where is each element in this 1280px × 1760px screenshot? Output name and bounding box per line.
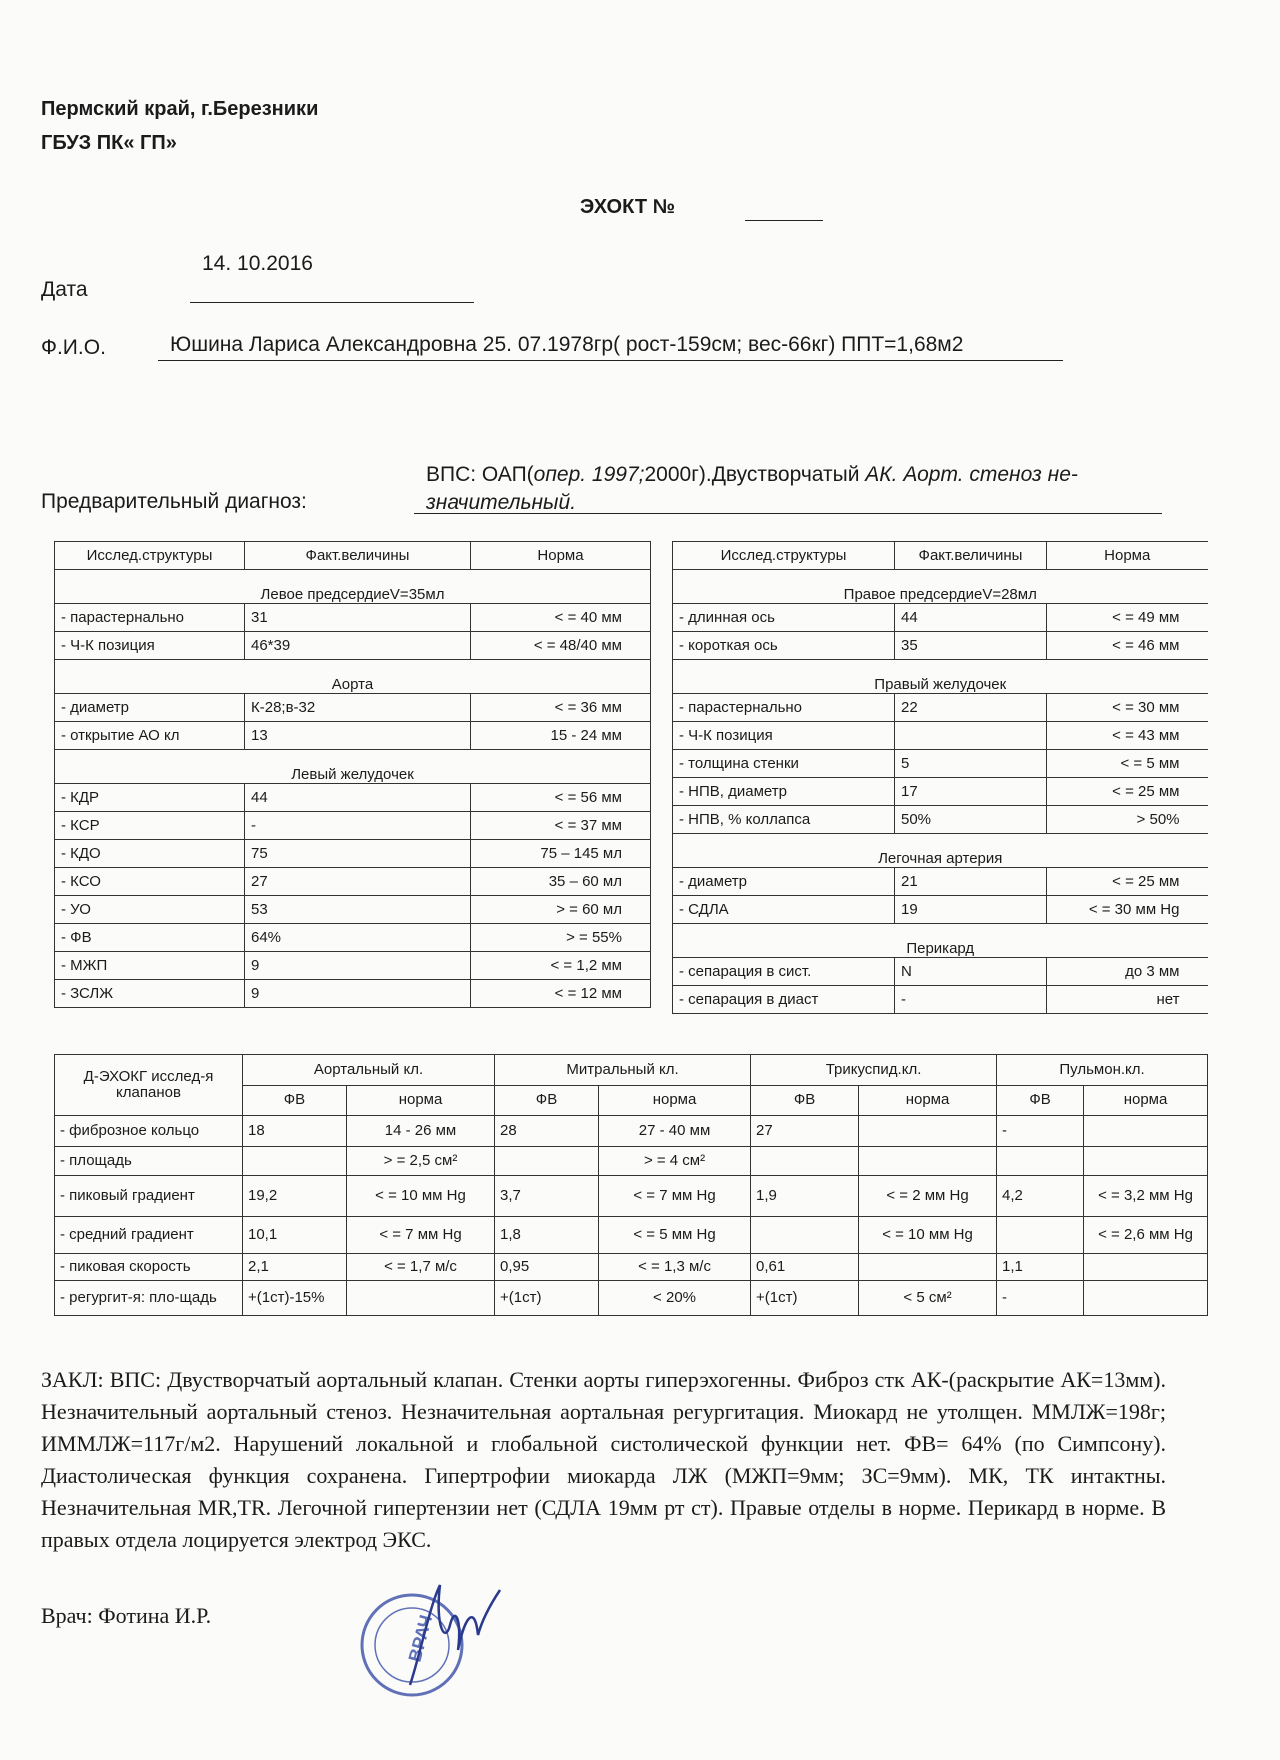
structure-name: - Ч-К позиция: [673, 722, 895, 750]
structure-name: - НПВ, диаметр: [673, 778, 895, 806]
norm-value: > 50%: [1047, 806, 1208, 834]
valve-norm-value: [859, 1254, 997, 1281]
measured-value: 46*39: [245, 632, 471, 660]
valve-fv-value: -: [997, 1281, 1084, 1316]
section-row: [55, 570, 651, 604]
valve-norm-value: < = 10 мм Hg: [859, 1217, 997, 1254]
section-title: Перикард: [673, 924, 1208, 958]
measured-value: 53: [245, 896, 471, 924]
table-row: [673, 896, 1208, 924]
norm-value: > = 60 мл: [471, 896, 651, 924]
valve-fv-value: 1,8: [495, 1217, 599, 1254]
measured-value: N: [895, 958, 1047, 986]
valve-fv-value: 1,9: [751, 1176, 859, 1217]
structure-name: - СДЛА: [673, 896, 895, 924]
measured-value: -: [895, 986, 1047, 1014]
table-row: [673, 986, 1208, 1014]
norm-value: нет: [1047, 986, 1208, 1014]
measured-value: [895, 722, 1047, 750]
norm-value: < = 43 мм: [1047, 722, 1208, 750]
valve-fv-value: [997, 1217, 1084, 1254]
valve-fv-value: 0,61: [751, 1254, 859, 1281]
section-row: [55, 750, 651, 784]
valve-group-header: Митральный кл.: [495, 1055, 751, 1086]
norm-value: < = 25 мм: [1047, 868, 1208, 896]
table-row: [673, 750, 1208, 778]
column-header: Норма: [471, 542, 651, 570]
valve-norm-value: > = 4 см²: [599, 1147, 751, 1176]
valve-fv-value: +(1ст): [751, 1281, 859, 1316]
valve-fv-value: +(1ст)-15%: [243, 1281, 347, 1316]
valve-norm-value: [1084, 1147, 1208, 1176]
table-row: [55, 896, 651, 924]
valve-norm-value: < 20%: [599, 1281, 751, 1316]
measured-value: 9: [245, 980, 471, 1008]
table-row: [55, 604, 651, 632]
valve-fv-value: [495, 1147, 599, 1176]
norm-value: < = 5 мм: [1047, 750, 1208, 778]
sub-header-norm: норма: [599, 1085, 751, 1116]
diagnosis-part-2: опер. 1997;: [533, 463, 645, 486]
table-row: [55, 1217, 1208, 1254]
valve-norm-value: < = 3,2 мм Hg: [1084, 1176, 1208, 1217]
structure-name: - МЖП: [55, 952, 245, 980]
table-row: [673, 694, 1208, 722]
measured-value: К-28;в-32: [245, 694, 471, 722]
measured-value: 5: [895, 750, 1047, 778]
section-title: Правое предсердиеV=28мл: [673, 570, 1208, 604]
norm-value: 75 – 145 мл: [471, 840, 651, 868]
table-row: [55, 868, 651, 896]
table-row: [55, 952, 651, 980]
region-header: Пермский край, г.Березники: [41, 98, 319, 120]
norm-value: 35 – 60 мл: [471, 868, 651, 896]
structure-name: - КСР: [55, 812, 245, 840]
structure-name: - КДР: [55, 784, 245, 812]
table-row: [55, 1116, 1208, 1147]
structure-name: - диаметр: [673, 868, 895, 896]
measured-value: 21: [895, 868, 1047, 896]
valve-group-header: Пульмон.кл.: [997, 1055, 1208, 1086]
valve-fv-value: 3,7: [495, 1176, 599, 1217]
title-number-line: [745, 220, 823, 221]
valve-norm-value: [859, 1116, 997, 1147]
table-row: [673, 958, 1208, 986]
measured-value: 22: [895, 694, 1047, 722]
structure-name: - КСО: [55, 868, 245, 896]
valve-fv-value: 2,1: [243, 1254, 347, 1281]
table-row: [55, 784, 651, 812]
norm-value: < = 40 мм: [471, 604, 651, 632]
valve-fv-value: 19,2: [243, 1176, 347, 1217]
norm-value: < = 46 мм: [1047, 632, 1208, 660]
table-header-row: [673, 542, 1208, 570]
structure-name: - Ч-К позиция: [55, 632, 245, 660]
valve-norm-value: < = 2,6 мм Hg: [1084, 1217, 1208, 1254]
right-structures-table: [672, 541, 1208, 1014]
norm-value: < = 56 мм: [471, 784, 651, 812]
parameter-name: - фиброзное кольцо: [55, 1116, 243, 1147]
doctor-signature-line: Врач: Фотина И.Р.: [41, 1603, 212, 1628]
valve-fv-value: 28: [495, 1116, 599, 1147]
sub-header-fv: ФВ: [997, 1085, 1084, 1116]
valve-norm-value: [1084, 1116, 1208, 1147]
table-row: [673, 632, 1208, 660]
measured-value: 64%: [245, 924, 471, 952]
section-title: Легочная артерия: [673, 834, 1208, 868]
valve-norm-value: 27 - 40 мм: [599, 1116, 751, 1147]
valve-norm-value: 14 - 26 мм: [347, 1116, 495, 1147]
sub-header-fv: ФВ: [751, 1085, 859, 1116]
section-row: [673, 570, 1208, 604]
measured-value: 27: [245, 868, 471, 896]
date-label: Дата: [41, 278, 88, 301]
valve-norm-value: < = 7 мм Hg: [347, 1217, 495, 1254]
fio-underline: [158, 360, 1063, 361]
valve-norm-value: < = 10 мм Hg: [347, 1176, 495, 1217]
measured-value: 13: [245, 722, 471, 750]
valve-fv-value: 0,95: [495, 1254, 599, 1281]
column-header: Факт.величины: [245, 542, 471, 570]
measured-value: 19: [895, 896, 1047, 924]
table-row: [55, 1147, 1208, 1176]
fio-label: Ф.И.О.: [41, 336, 106, 359]
conclusion-text: ЗАКЛ: ВПС: Двустворчатый аортальный клапан. Стенки аорты гиперэхогенны. Фиброз стк АК-(раскрытие АК=13мм). Незначительный аортальный стеноз. Незначительная аортальная регургитация. Миокард не утолщен. ММЛЖ=198г; ИММЛЖ=117г/м2. Нарушений локальной и глобальной систолической функции нет. ФВ= 64% (по Симпсону). Диастолическая функция сохранена. Гипертрофии миокарда ЛЖ (МЖП=9мм; ЗС=9мм). МК, ТК интактны. Незначительная MR,TR. Легочной гипертензии нет (СДЛА 19мм рт ст). Правые отделы в норме. Перикард в норме. В правых отдела лоцируется электрод ЭКС.: [41, 1367, 1166, 1552]
date-value: 14. 10.2016: [202, 252, 313, 275]
section-title: Правый желудочек: [673, 660, 1208, 694]
norm-value: < = 30 мм: [1047, 694, 1208, 722]
diagnosis-value: [426, 461, 1161, 517]
structure-name: - толщина стенки: [673, 750, 895, 778]
norm-value: 15 - 24 мм: [471, 722, 651, 750]
parameter-name: - регургит-я: пло-щадь: [55, 1281, 243, 1316]
table-row: [55, 694, 651, 722]
norm-value: < = 48/40 мм: [471, 632, 651, 660]
table-row: [673, 778, 1208, 806]
table-row: [673, 806, 1208, 834]
structure-name: - НПВ, % коллапса: [673, 806, 895, 834]
measured-value: 31: [245, 604, 471, 632]
valve-fv-value: 18: [243, 1116, 347, 1147]
structure-name: - УО: [55, 896, 245, 924]
column-header: Факт.величины: [895, 542, 1047, 570]
measured-value: 44: [895, 604, 1047, 632]
norm-value: < = 30 мм Hg: [1047, 896, 1208, 924]
left-structures-table: [54, 541, 651, 1008]
table-header-row: [55, 542, 651, 570]
diagnosis-part-1: ВПС: ОАП(: [426, 463, 534, 486]
table-row: [55, 632, 651, 660]
section-row: [673, 660, 1208, 694]
section-row: [673, 924, 1208, 958]
table-row: [55, 840, 651, 868]
sub-header-norm: норма: [1084, 1085, 1208, 1116]
valve-norm-value: [859, 1147, 997, 1176]
measured-value: 9: [245, 952, 471, 980]
structure-name: - ФВ: [55, 924, 245, 952]
valves-corner-header: Д-ЭХОКГ исслед-я клапанов: [55, 1055, 243, 1116]
valve-fv-value: [751, 1217, 859, 1254]
structure-name: - парастернально: [673, 694, 895, 722]
measured-value: 50%: [895, 806, 1047, 834]
sub-header-norm: норма: [347, 1085, 495, 1116]
column-header: Исслед.структуры: [673, 542, 895, 570]
measured-value: 75: [245, 840, 471, 868]
table-row: [55, 812, 651, 840]
diagnosis-part-3: 2000г).Двустворчатый: [644, 463, 866, 486]
section-title: Аорта: [55, 660, 651, 694]
fio-value: Юшина Лариса Александровна 25. 07.1978гр( рост-159см; вес-66кг) ППТ=1,68м2: [170, 333, 964, 356]
parameter-name: - пиковая скорость: [55, 1254, 243, 1281]
sub-header-fv: ФВ: [243, 1085, 347, 1116]
table-row: [55, 1176, 1208, 1217]
valves-table: [54, 1054, 1208, 1316]
diagnosis-underline: [414, 513, 1162, 514]
structure-name: - короткая ось: [673, 632, 895, 660]
diagnosis-label: Предварительный диагноз:: [41, 490, 307, 513]
valves-group-header-row: [55, 1055, 1208, 1086]
valve-norm-value: < = 5 мм Hg: [599, 1217, 751, 1254]
valve-fv-value: 4,2: [997, 1176, 1084, 1217]
stamp-and-signature: [350, 1565, 510, 1715]
valve-norm-value: [1084, 1281, 1208, 1316]
valve-fv-value: [243, 1147, 347, 1176]
table-row: [55, 980, 651, 1008]
sub-header-norm: норма: [859, 1085, 997, 1116]
valve-norm-value: < = 1,7 м/с: [347, 1254, 495, 1281]
table-row: [55, 722, 651, 750]
sub-header-fv: ФВ: [495, 1085, 599, 1116]
structure-name: - парастернально: [55, 604, 245, 632]
norm-value: < = 49 мм: [1047, 604, 1208, 632]
valve-fv-value: [997, 1147, 1084, 1176]
norm-value: < = 25 мм: [1047, 778, 1208, 806]
parameter-name: - площадь: [55, 1147, 243, 1176]
stamp-label: ВРАЧ: [404, 1612, 437, 1665]
section-title: Левое предсердиеV=35мл: [55, 570, 651, 604]
valve-group-header: Аортальный кл.: [243, 1055, 495, 1086]
section-title: Левый желудочек: [55, 750, 651, 784]
valve-norm-value: [1084, 1254, 1208, 1281]
valve-norm-value: < = 1,3 м/с: [599, 1254, 751, 1281]
column-header: Норма: [1047, 542, 1208, 570]
valve-norm-value: < 5 см²: [859, 1281, 997, 1316]
norm-value: < = 1,2 мм: [471, 952, 651, 980]
measured-value: 44: [245, 784, 471, 812]
structure-name: - длинная ось: [673, 604, 895, 632]
table-row: [55, 924, 651, 952]
norm-value: > = 55%: [471, 924, 651, 952]
document-title: ЭХОКТ №: [580, 196, 675, 218]
structure-name: - ЗСЛЖ: [55, 980, 245, 1008]
structure-name: - диаметр: [55, 694, 245, 722]
valve-fv-value: -: [997, 1116, 1084, 1147]
parameter-name: - пиковый градиент: [55, 1176, 243, 1217]
structure-name: - сепарация в диаст: [673, 986, 895, 1014]
structure-name: - открытие АО кл: [55, 722, 245, 750]
valve-fv-value: 27: [751, 1116, 859, 1147]
measured-value: 17: [895, 778, 1047, 806]
diagnosis-part-4: АК. Аорт. стеноз не-значительный.: [426, 463, 1078, 514]
table-row: [673, 722, 1208, 750]
institution-header: ГБУЗ ПК« ГП»: [41, 132, 177, 154]
norm-value: < = 37 мм: [471, 812, 651, 840]
structure-name: - сепарация в сист.: [673, 958, 895, 986]
column-header: Исслед.структуры: [55, 542, 245, 570]
table-row: [673, 868, 1208, 896]
valve-norm-value: [347, 1281, 495, 1316]
norm-value: < = 12 мм: [471, 980, 651, 1008]
valve-fv-value: +(1ст): [495, 1281, 599, 1316]
measured-value: -: [245, 812, 471, 840]
section-row: [673, 834, 1208, 868]
table-row: [55, 1281, 1208, 1316]
valve-norm-value: < = 2 мм Hg: [859, 1176, 997, 1217]
valve-fv-value: [751, 1147, 859, 1176]
structure-name: - КДО: [55, 840, 245, 868]
valve-group-header: Трикуспид.кл.: [751, 1055, 997, 1086]
norm-value: < = 36 мм: [471, 694, 651, 722]
valve-fv-value: 1,1: [997, 1254, 1084, 1281]
norm-value: до 3 мм: [1047, 958, 1208, 986]
measured-value: 35: [895, 632, 1047, 660]
table-row: [55, 1254, 1208, 1281]
valve-fv-value: 10,1: [243, 1217, 347, 1254]
table-row: [673, 604, 1208, 632]
date-underline: [190, 302, 474, 303]
section-row: [55, 660, 651, 694]
valve-norm-value: < = 7 мм Hg: [599, 1176, 751, 1217]
parameter-name: - средний градиент: [55, 1217, 243, 1254]
valve-norm-value: > = 2,5 см²: [347, 1147, 495, 1176]
